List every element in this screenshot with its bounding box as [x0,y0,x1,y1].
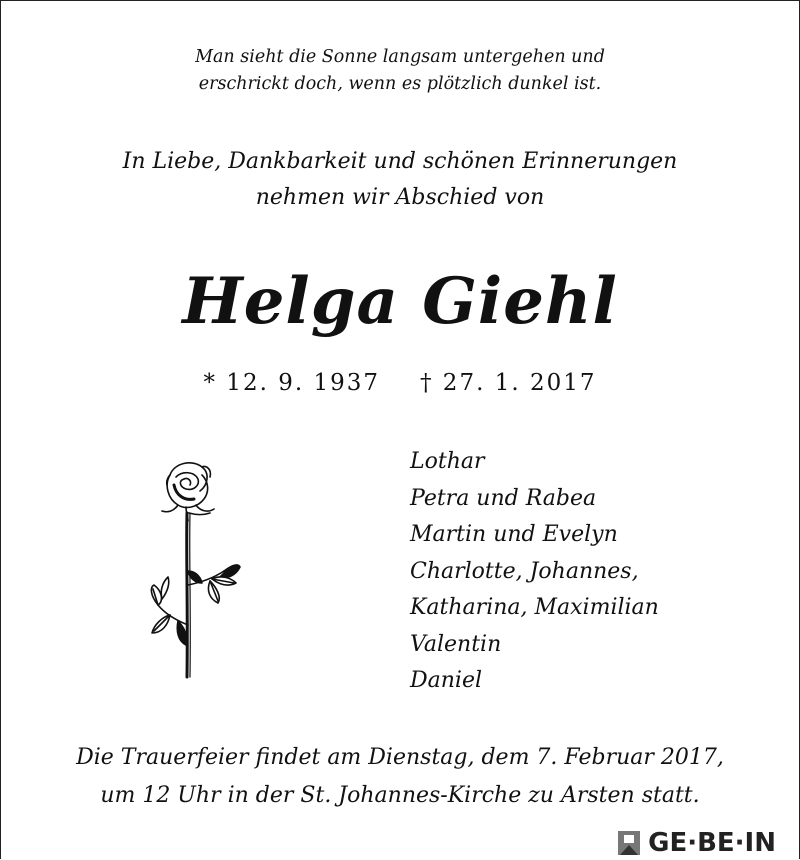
motto [0,44,800,98]
death-date: † 27. 1. 2017 [420,370,597,396]
mourners-list [410,444,659,700]
mourner-name: Lothar [410,449,485,474]
publisher-logo [610,826,776,860]
mourner-name: Petra und Rabea [410,485,597,511]
motto-line-2: erschrickt doch, wenn es plötzlich dunkel ist. [198,74,602,94]
motto-line-1: Man sieht die Sonne langsam untergehen und [195,47,605,67]
mourner-name: Katharina, Maximilian [410,595,659,620]
deceased-name: Helga Giehl [182,264,618,339]
rose-icon [140,455,250,690]
logo-mark-icon [616,829,642,857]
intro-text [0,144,800,216]
mourner-name: Valentin [410,631,502,657]
intro-line-2: nehmen wir Abschied von [255,185,545,210]
mourner-name: Martin und Evelyn [410,522,618,547]
birth-date: * 12. 9. 1937 [203,370,380,396]
logo-text: GE·BE·IN [648,828,776,858]
intro-line-1: In Liebe, Dankbarkeit und schönen Erinnerungen [122,149,678,174]
service-info [0,739,800,815]
life-dates [0,365,800,401]
mourner-name: Daniel [410,668,483,693]
service-line-2: um 12 Uhr in der St. Johannes-Kirche zu Arsten statt. [100,783,700,808]
service-line-1: Die Trauerfeier findet am Dienstag, dem 7. Februar 2017, [76,745,724,770]
mourner-name: Charlotte, Johannes, [410,558,639,584]
